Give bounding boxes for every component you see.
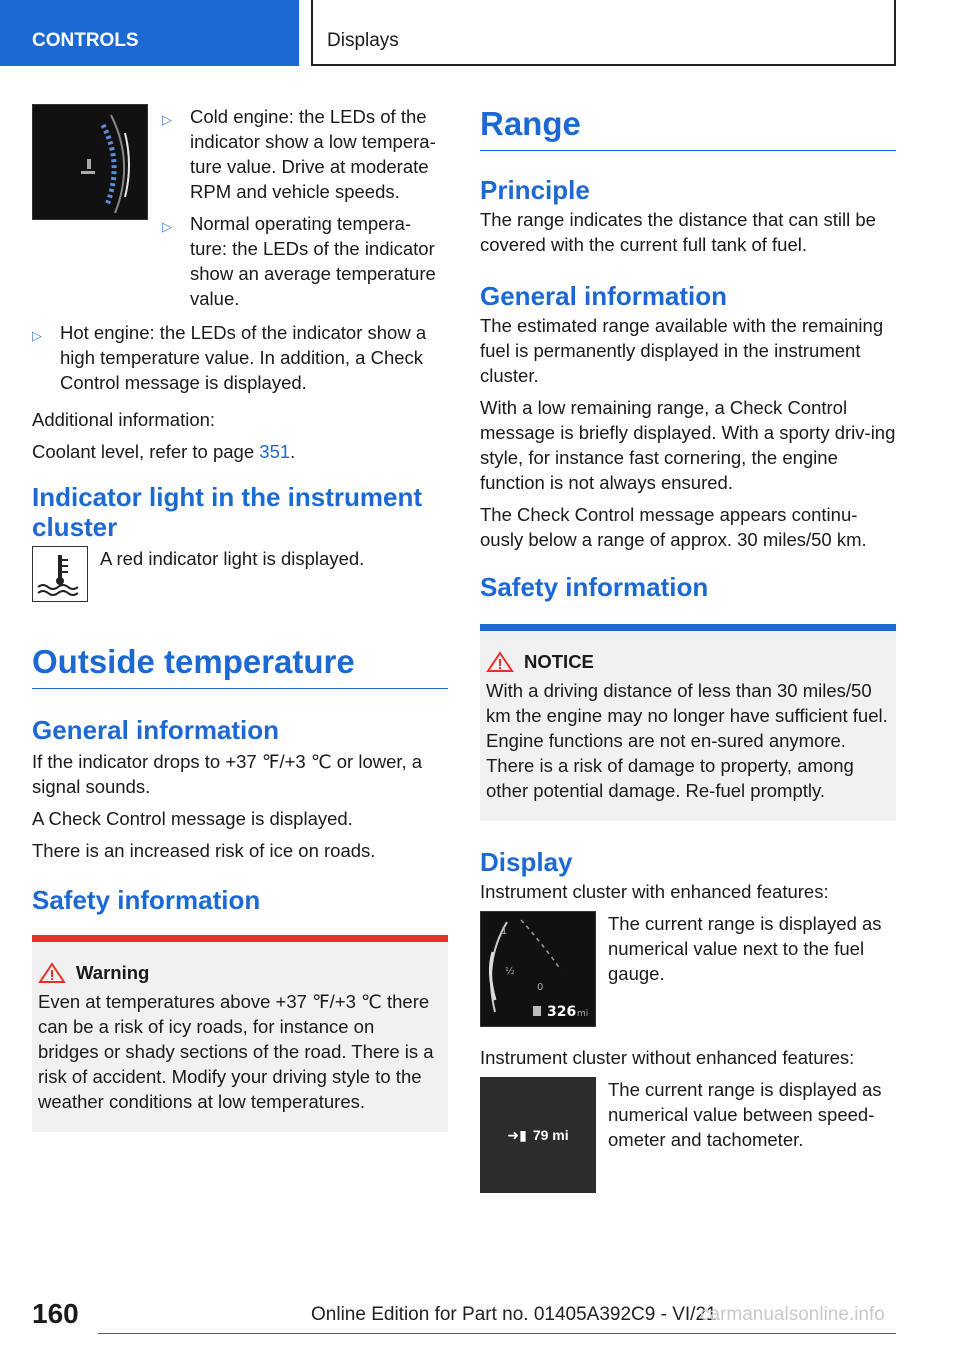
outside-general-heading: General information — [32, 715, 280, 745]
display-std-label: Instrument cluster without enhanced features: — [480, 1047, 855, 1068]
range-general-heading: General information — [480, 281, 728, 311]
outside-safety-heading: Safety information — [32, 885, 261, 915]
indicator-block — [32, 546, 448, 602]
fuel-gauge-icon — [481, 912, 595, 1026]
outside-general-p1: If the indicator drops to +37 ℉/+3 ℃ or lower, a signal sounds. — [32, 751, 423, 797]
page-link[interactable]: 351 — [259, 441, 291, 462]
chapter-tab[interactable]: Displays — [311, 0, 896, 66]
svg-text:mi: mi — [577, 1009, 589, 1019]
watermark: carmanualsonline.info — [700, 1304, 885, 1325]
header-bar — [0, 0, 960, 66]
range-value: 79 mi — [532, 1126, 569, 1143]
svg-text:326: 326 — [547, 1004, 577, 1020]
range-general-p2: With a low remaining range, a Check Control message is briefly displayed. With a sporty driv-ing style, for instance fast cornering, the engine function is not always ensured. — [480, 397, 896, 493]
indicator-heading: Indicator light in the instrument cluster — [32, 482, 422, 542]
display-std-block — [480, 1077, 896, 1193]
temp-gauge-block — [32, 104, 448, 318]
svg-text:0: 0 — [537, 982, 544, 993]
coolant-gauge-image — [32, 104, 148, 220]
warning-box — [32, 935, 448, 1132]
edition-text: Online Edition for Part no. 01405A392C9 - VI/21 — [311, 1304, 717, 1325]
display-enh-label: Instrument cluster with enhanced features: — [480, 881, 829, 902]
range-heading: Range — [480, 104, 896, 151]
bullet-cold-engine: ▷ Cold engine: the LEDs of the indicator show a low tempera-ture value. Drive at moderate RPM and vehicle speeds. — [162, 106, 436, 202]
display-heading: Display — [480, 847, 573, 877]
display-enh-text: The current range is displayed as numerical value next to the fuel gauge. — [608, 913, 882, 984]
section-tab[interactable]: CONTROLS — [0, 0, 299, 66]
range-display-image — [480, 1077, 596, 1193]
footer-divider — [98, 1333, 896, 1334]
notice-triangle-icon — [486, 651, 514, 673]
coolant-gauge-icon — [33, 105, 149, 221]
fuel-gauge-image — [480, 911, 596, 1027]
notice-text: With a driving distance of less than 30 miles/50 km the engine may no longer have sufficient fuel. Engine functions are not en-sured anymore. There is a risk of damage to property, among other potential damage. Re-fuel promptly. — [486, 680, 888, 801]
svg-text:1: 1 — [501, 926, 508, 937]
bullet-hot-engine: ▷ Hot engine: the LEDs of the indicator show a high temperature value. In addition, a Check Control message is displayed. — [32, 322, 427, 393]
bullet-normal-temp: ▷ Normal operating tempera-ture: the LEDs of the indicator show an average temperature value. — [162, 213, 436, 309]
warning-header: Warning — [38, 960, 440, 985]
left-column — [32, 104, 448, 1132]
right-column — [480, 104, 896, 1193]
triangle-bullet-icon: ▷ — [32, 328, 42, 343]
notice-box — [480, 624, 896, 821]
outside-temp-heading: Outside temperature — [32, 642, 448, 689]
display-enh-block — [480, 911, 896, 1027]
triangle-bullet-icon: ▷ — [162, 112, 172, 127]
indicator-text: A red indicator light is displayed. — [100, 548, 365, 569]
warning-triangle-icon — [38, 962, 66, 984]
outside-general-p2: A Check Control message is displayed. — [32, 808, 353, 829]
page-number: 160 — [32, 1298, 79, 1329]
notice-header: NOTICE — [486, 649, 888, 674]
principle-text: The range indicates the distance that can still be covered with the current full tank of fuel. — [480, 209, 876, 255]
triangle-bullet-icon: ▷ — [162, 219, 172, 234]
coolant-warning-icon — [32, 546, 88, 602]
fuel-pump-icon: ➜▮ — [507, 1126, 527, 1143]
coolant-ref: Coolant level, refer to page 351. — [32, 441, 296, 462]
display-std-text: The current range is displayed as numerical value between speed-ometer and tachometer. — [608, 1079, 882, 1150]
additional-info-label: Additional information: — [32, 409, 216, 430]
range-general-p1: The estimated range available with the remaining fuel is permanently displayed in the instrument cluster. — [480, 315, 884, 386]
warning-text: Even at temperatures above +37 ℉/+3 ℃ there can be a risk of icy roads, for instance on bridges or shady sections of the road. There is a risk of accident. Modify your driving style to the weather conditions at low temperatures. — [38, 991, 434, 1112]
range-general-p3: The Check Control message appears continu-ously below a range of approx. 30 miles/50 km. — [480, 504, 867, 550]
outside-general-p3: There is an increased risk of ice on roads. — [32, 840, 376, 861]
svg-text:½: ½ — [505, 966, 515, 977]
principle-heading: Principle — [480, 175, 590, 205]
range-safety-heading: Safety information — [480, 572, 709, 602]
